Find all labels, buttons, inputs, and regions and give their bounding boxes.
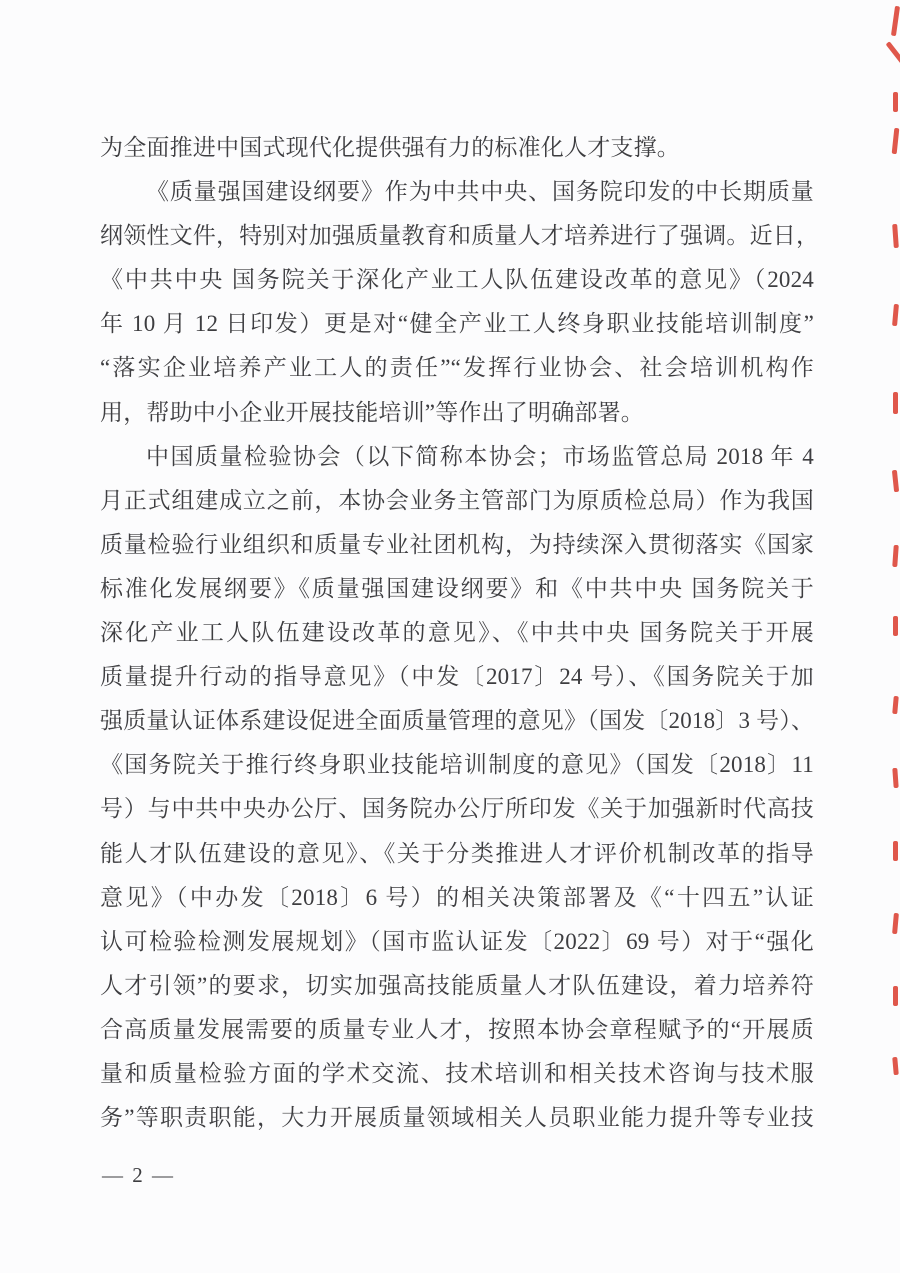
- red-edge-mark: [892, 1057, 899, 1075]
- red-edge-mark: [893, 392, 898, 414]
- red-edge-mark: [892, 470, 899, 492]
- text-line: 标准化发展纲要》《质量强国建设纲要》和《中共中央 国务院关于: [100, 575, 814, 601]
- text-line: 《质量强国建设纲要》作为中共中央、国务院印发的中长期质量: [146, 179, 814, 205]
- red-edge-mark: [892, 224, 899, 248]
- text-line: 质量检验行业组织和质量专业社团机构，为持续深入贯彻落实《国家: [100, 531, 814, 557]
- text-line: 强质量认证体系建设促进全面质量管理的意见》（国发〔2018〕3 号）、: [100, 708, 815, 734]
- page-number: — 2 —: [102, 1163, 175, 1187]
- text-line: 认可检验检测发展规划》（国市监认证发〔2022〕69 号）对于“强化: [100, 928, 814, 954]
- text-line: 《中共中央 国务院关于深化产业工人队伍建设改革的意见》（2024: [100, 267, 814, 293]
- red-edge-mark: [892, 768, 898, 788]
- text-line: 号）与中共中央办公厅、国务院办公厅所印发《关于加强新时代高技: [100, 796, 814, 822]
- text-line: 纲领性文件，特别对加强质量教育和质量人才培养进行了强调。近日，: [100, 223, 820, 249]
- red-edge-mark: [891, 6, 900, 36]
- red-edge-mark: [892, 128, 900, 154]
- text-line: “落实企业培养产业工人的责任”“发挥行业协会、社会培训机构作: [100, 355, 814, 381]
- text-line: 深化产业工人队伍建设改革的意见》、《中共中央 国务院关于开展: [100, 620, 814, 646]
- text-line: 中国质量检验协会（以下简称本协会；市场监管总局 2018 年 4: [146, 443, 814, 469]
- red-edge-mark: [892, 304, 899, 326]
- red-edge-mark: [893, 616, 898, 636]
- text-line: 为全面推进中国式现代化提供强有力的标准化人才支撑。: [100, 135, 680, 160]
- text-line: 量和质量检验方面的学术交流、技术培训和相关技术咨询与技术服: [100, 1060, 814, 1086]
- red-edge-mark: [892, 913, 899, 934]
- scan-artifacts: [886, 0, 900, 1273]
- red-edge-mark: [886, 41, 900, 65]
- text-line: 用，帮助中小企业开展技能培训”等作出了明确部署。: [100, 399, 645, 425]
- text-line: 能人才队伍建设的意见》、《关于分类推进人才评价机制改革的指导: [100, 840, 814, 866]
- red-edge-mark: [893, 986, 898, 1006]
- text-block: [100, 126, 820, 1140]
- text-line: 人才引领”的要求，切实加强高技能质量人才队伍建设，着力培养符: [100, 972, 814, 998]
- red-edge-mark: [893, 92, 898, 112]
- red-edge-mark: [892, 696, 899, 714]
- red-edge-mark: [892, 545, 899, 567]
- text-line: 年 10 月 12 日印发）更是对“健全产业工人终身职业技能培训制度”: [100, 311, 814, 337]
- text-line: 合高质量发展需要的质量专业人才，按照本协会章程赋予的“开展质: [100, 1016, 814, 1042]
- red-edge-mark: [893, 841, 898, 861]
- text-line: 质量提升行动的指导意见》（中发〔2017〕24 号）、《国务院关于加: [100, 664, 814, 690]
- text-line: 《国务院关于推行终身职业技能培训制度的意见》（国发〔2018〕11: [100, 752, 814, 778]
- text-line: 意见》（中办发〔2018〕6 号）的相关决策部署及《“十四五”认证: [100, 884, 814, 910]
- text-line: 务”等职责职能，大力开展质量领域相关人员职业能力提升等专业技: [100, 1105, 814, 1131]
- text-line: 月正式组建成立之前，本协会业务主管部门为原质检总局）作为我国: [100, 487, 814, 513]
